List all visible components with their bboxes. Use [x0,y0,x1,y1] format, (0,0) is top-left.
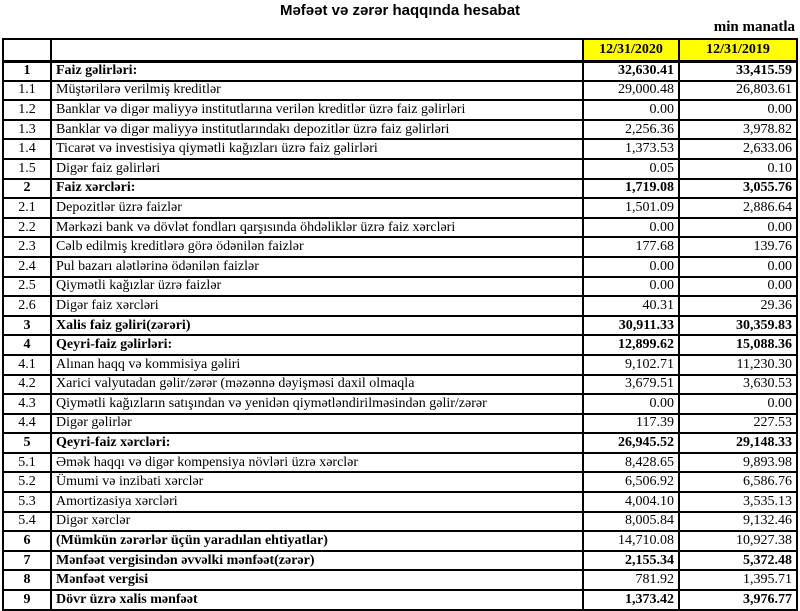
value-2019-cell: 2,633.06 [679,139,797,159]
value-2020-cell: 12,899.62 [583,335,679,355]
value-2019-cell: 29,148.33 [679,433,797,453]
table-row [3,198,797,218]
value-2019-cell: 3,535.13 [679,492,797,512]
value-2020-cell: 177.68 [583,237,679,257]
value-2019-cell: 2,886.64 [679,198,797,218]
table-row [3,257,797,277]
row-label-cell: Qeyri-faiz xərcləri: [51,433,583,453]
header-col-2020: 12/31/2020 [583,39,679,61]
row-label-cell: Faiz gəlirləri: [51,61,583,81]
row-label-cell: Digər faiz gəlirləri [51,159,583,179]
row-number-cell: 2.4 [3,257,51,277]
value-2019-cell: 6,586.76 [679,472,797,492]
header-row [3,39,797,61]
value-2020-cell: 0.00 [583,100,679,120]
row-label-cell: Digər faiz xərcləri [51,296,583,316]
row-number-cell: 4.2 [3,375,51,395]
value-2019-cell: 9,132.46 [679,512,797,532]
row-label-cell: Amortizasiya xərcləri [51,492,583,512]
table-row [3,590,797,610]
row-number-cell: 1 [3,61,51,81]
table-row [3,512,797,532]
value-2020-cell: 4,004.10 [583,492,679,512]
row-number-cell: 2.3 [3,237,51,257]
value-2019-cell: 11,230.30 [679,355,797,375]
value-2020-cell: 781.92 [583,570,679,590]
row-number-cell: 5.1 [3,453,51,473]
row-label-cell: (Mümkün zərərlər üçün yaradılan ehtiyatlar) [51,531,583,551]
table-row [3,394,797,414]
row-number-cell: 8 [3,570,51,590]
row-label-cell: Pul bazarı alətlərinə ödənilən faizlər [51,257,583,277]
value-2020-cell: 6,506.92 [583,472,679,492]
value-2020-cell: 117.39 [583,414,679,434]
row-label-cell: Dövr üzrə xalis mənfəət [51,590,583,610]
value-2020-cell: 0.00 [583,257,679,277]
row-number-cell: 3 [3,316,51,336]
row-label-cell: Xalis faiz gəliri(zərəri) [51,316,583,336]
table-row [3,472,797,492]
row-number-cell: 4.4 [3,414,51,434]
value-2020-cell: 1,373.53 [583,139,679,159]
row-label-cell: Alınan haqq və kommisiya gəliri [51,355,583,375]
row-label-cell: Qiymətli kağızların satışından və yenidən qiymətləndirilməsindən gəlir/zərər [51,394,583,414]
income-statement-table [2,38,798,611]
value-2020-cell: 32,630.41 [583,61,679,81]
table-row [3,81,797,101]
row-label-cell: Qeyri-faiz gəlirləri: [51,335,583,355]
value-2019-cell: 139.76 [679,237,797,257]
header-num-cell [3,39,51,61]
value-2020-cell: 40.31 [583,296,679,316]
value-2019-cell: 0.00 [679,218,797,238]
value-2020-cell: 0.00 [583,218,679,238]
row-label-cell: Mənfəət vergisindən əvvəlki mənfəət(zərər) [51,551,583,571]
table-row [3,237,797,257]
table-row [3,277,797,297]
value-2020-cell: 0.00 [583,394,679,414]
row-number-cell: 2.2 [3,218,51,238]
row-number-cell: 2 [3,179,51,199]
header-col-2019: 12/31/2019 [679,39,797,61]
row-number-cell: 4.3 [3,394,51,414]
row-label-cell: Faiz xərcləri: [51,179,583,199]
value-2020-cell: 26,945.52 [583,433,679,453]
value-2019-cell: 3,630.53 [679,375,797,395]
value-2020-cell: 29,000.48 [583,81,679,101]
row-label-cell: Müştərilərə verilmiş kreditlər [51,81,583,101]
row-label-cell: Əmək haqqı və digər kompensiya növləri üzrə xərclər [51,453,583,473]
value-2020-cell: 1,501.09 [583,198,679,218]
value-2020-cell: 1,719.08 [583,179,679,199]
row-label-cell: Digər xərclər [51,512,583,532]
row-label-cell: Ticarət və investisiya qiymətli kağızları üzrə faiz gəlirləri [51,139,583,159]
row-label-cell: Depozitlər üzrə faizlər [51,198,583,218]
table-row [3,100,797,120]
value-2019-cell: 0.00 [679,257,797,277]
value-2019-cell: 0.00 [679,100,797,120]
value-2020-cell: 3,679.51 [583,375,679,395]
value-2019-cell: 15,088.36 [679,335,797,355]
table-row [3,335,797,355]
value-2019-cell: 9,893.98 [679,453,797,473]
value-2019-cell: 3,055.76 [679,179,797,199]
row-label-cell: Banklar və digər maliyyə institutlarına verilən kreditlər üzrə faiz gəlirləri [51,100,583,120]
value-2019-cell: 33,415.59 [679,61,797,81]
row-label-cell: Xarici valyutadan gəlir/zərər (məzənnə dəyişməsi daxil olmaqla [51,375,583,395]
report-title: Məfəət və zərər haqqında hesabat [279,2,521,19]
row-number-cell: 2.6 [3,296,51,316]
table-row [3,316,797,336]
value-2019-cell: 29.36 [679,296,797,316]
value-2020-cell: 1,373.42 [583,590,679,610]
row-number-cell: 1.4 [3,139,51,159]
row-label-cell: Digər gəlirlər [51,414,583,434]
row-label-cell: Cəlb edilmiş kreditlərə görə ödənilən faizlər [51,237,583,257]
table-row [3,355,797,375]
table-row [3,433,797,453]
value-2020-cell: 2,155.34 [583,551,679,571]
value-2019-cell: 30,359.83 [679,316,797,336]
table-row [3,139,797,159]
row-number-cell: 2.5 [3,277,51,297]
table-row [3,531,797,551]
table-row [3,492,797,512]
value-2020-cell: 0.00 [583,277,679,297]
value-2020-cell: 9,102.71 [583,355,679,375]
table-row [3,120,797,140]
table-row [3,414,797,434]
row-number-cell: 1.1 [3,81,51,101]
value-2019-cell: 3,976.77 [679,590,797,610]
table-row [3,159,797,179]
row-label-cell: Mərkəzi bank və dövlət fondları qarşısında öhdəliklər üzrə faiz xərcləri [51,218,583,238]
row-number-cell: 5.4 [3,512,51,532]
row-number-cell: 9 [3,590,51,610]
row-number-cell: 5.2 [3,472,51,492]
row-number-cell: 5.3 [3,492,51,512]
value-2019-cell: 0.00 [679,277,797,297]
value-2019-cell: 0.00 [679,394,797,414]
value-2019-cell: 3,978.82 [679,120,797,140]
row-number-cell: 2.1 [3,198,51,218]
row-number-cell: 4.1 [3,355,51,375]
value-2020-cell: 8,005.84 [583,512,679,532]
value-2020-cell: 30,911.33 [583,316,679,336]
value-2019-cell: 0.10 [679,159,797,179]
value-2020-cell: 0.05 [583,159,679,179]
table-row [3,551,797,571]
row-label-cell: Qiymətli kağızlar üzrə faizlər [51,277,583,297]
table-row [3,570,797,590]
value-2020-cell: 2,256.36 [583,120,679,140]
row-number-cell: 1.5 [3,159,51,179]
table-row [3,218,797,238]
row-number-cell: 6 [3,531,51,551]
table-row [3,375,797,395]
table-row [3,61,797,81]
table-row [3,453,797,473]
row-number-cell: 1.2 [3,100,51,120]
value-2019-cell: 227.53 [679,414,797,434]
value-2019-cell: 5,372.48 [679,551,797,571]
header-label-cell [51,39,583,61]
row-label-cell: Banklar və digər maliyyə institutlarındakı depozitlər üzrə faiz gəlirləri [51,120,583,140]
row-label-cell: Mənfəət vergisi [51,570,583,590]
value-2020-cell: 14,710.08 [583,531,679,551]
table-row [3,296,797,316]
value-2019-cell: 26,803.61 [679,81,797,101]
row-label-cell: Ümumi və inzibati xərclər [51,472,583,492]
value-2019-cell: 1,395.71 [679,570,797,590]
table-row [3,179,797,199]
unit-label: min manatla [713,19,795,35]
row-number-cell: 1.3 [3,120,51,140]
table-body [3,61,797,610]
value-2019-cell: 10,927.38 [679,531,797,551]
value-2020-cell: 8,428.65 [583,453,679,473]
row-number-cell: 4 [3,335,51,355]
row-number-cell: 7 [3,551,51,571]
row-number-cell: 5 [3,433,51,453]
